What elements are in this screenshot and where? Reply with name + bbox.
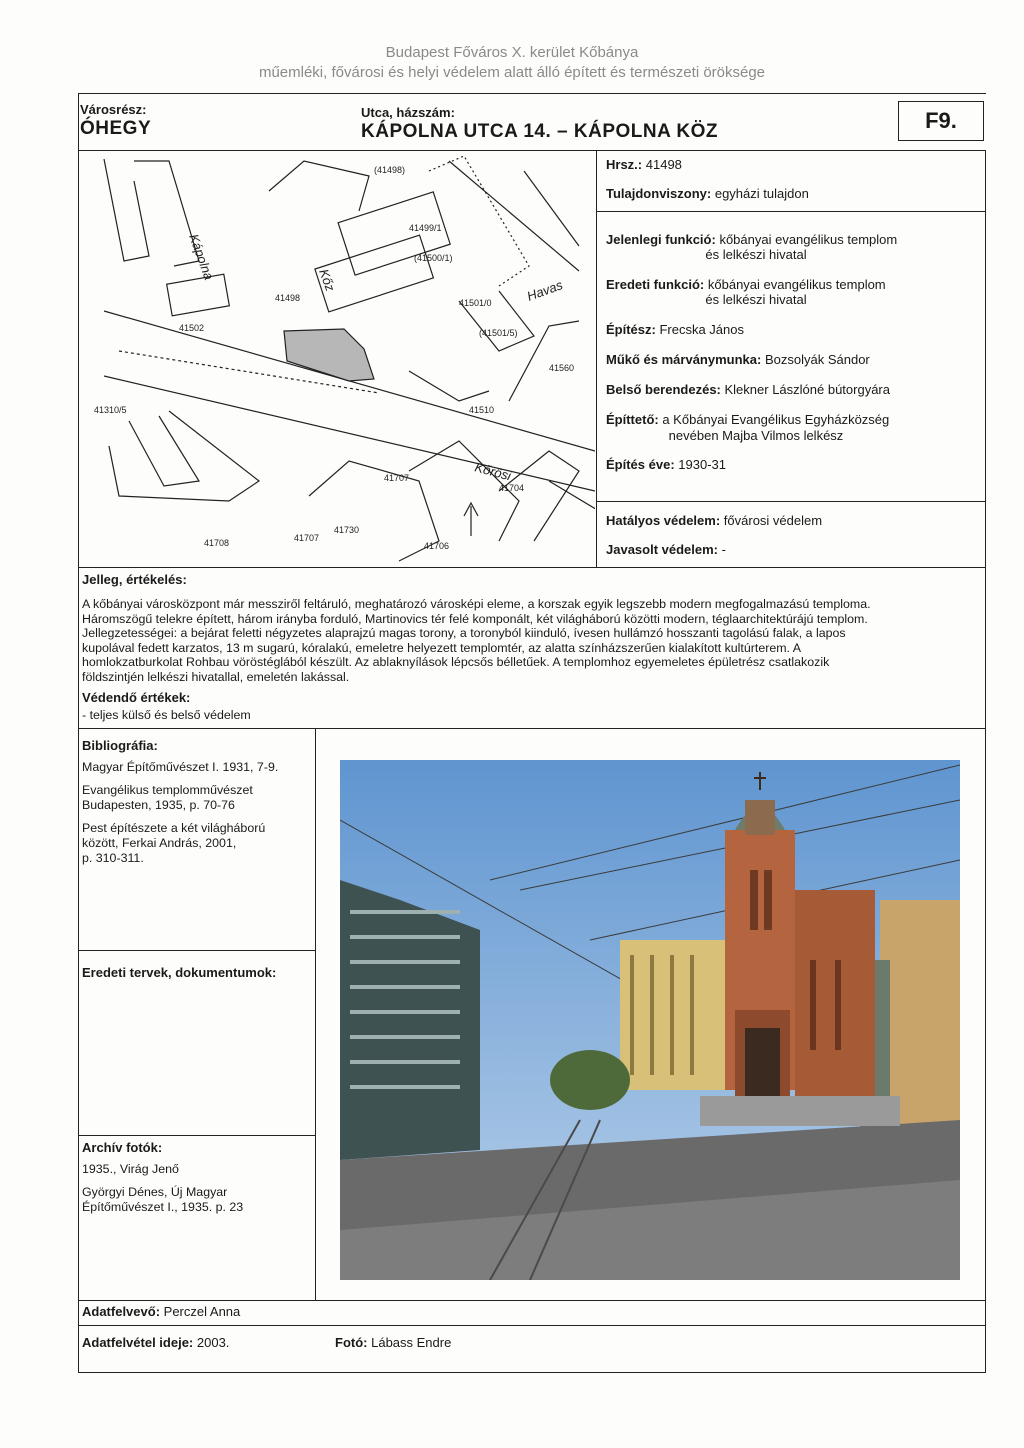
bibliography-item-line: Budapesten, 1935, p. 70-76: [82, 798, 235, 812]
church-photo-drawing: [340, 760, 960, 1280]
current-function-value-2: és lelkészi hivatal: [705, 247, 807, 262]
footer-divider-bottom: [78, 1372, 986, 1373]
original-plans-title: Eredeti tervek, dokumentumok:: [82, 965, 277, 980]
hrsz-field: [606, 157, 682, 172]
svg-text:41499/1: 41499/1: [409, 223, 442, 233]
recorder-value: Perczel Anna: [163, 1304, 241, 1319]
current-function-label: Jelenlegi funkció:: [606, 232, 716, 247]
recorder-label: Adatfelvevő:: [82, 1304, 161, 1319]
protection-label: Hatályos védelem:: [606, 513, 721, 528]
description-title: Jelleg, értékelés:: [82, 572, 187, 587]
archive-item: [82, 1162, 312, 1177]
bibliography-item-line: Evangélikus templomművészet: [82, 783, 253, 797]
map-street-label-korosi: Kőrösi: [473, 459, 513, 484]
original-function-value: kőbányai evangélikus templom: [707, 277, 886, 292]
header-subtitle: műemléki, fővárosi és helyi védelem alatt álló épített és természeti öröksége: [258, 64, 766, 81]
fields-divider-2: [596, 501, 986, 502]
description-line: Jellegzetességei: a bejárat feletti négyzetes alaprajzú magas torony, a toronyból kiinduló, ívesen hullámzó hosszanti tagolású falak, a lapos: [82, 626, 846, 640]
year-field: [606, 457, 726, 472]
description-line: Háromszögű telekre épített, három irányba forduló, Martinovics tér felé komponált, két világháború közötti modern, téglaarchitektúrájú templom.: [82, 611, 868, 626]
builder-value-2: nevében Majba Vilmos lelkész: [668, 428, 844, 443]
builder-value: a Kőbányai Evangélikus Egyházközség: [662, 412, 890, 427]
bibliography-item-line: Pest építészete a két világháború: [82, 821, 266, 835]
svg-text:(41498): (41498): [374, 165, 406, 175]
column-divider: [596, 150, 597, 568]
left-frame-line: [78, 93, 79, 1373]
original-function-label: Eredeti funkció:: [606, 277, 705, 292]
fields-right-border: [985, 150, 986, 568]
proposed-value: -: [721, 542, 726, 557]
fields-divider-1: [596, 211, 986, 212]
svg-text:(41501/5): (41501/5): [479, 328, 518, 338]
svg-text:41498: 41498: [275, 293, 301, 303]
bibliography-list: [82, 760, 312, 866]
interior-value: Klekner Lászlóné bútorgyára: [724, 382, 890, 397]
architect-field: [606, 322, 744, 337]
current-function-field: [606, 232, 897, 247]
district-value: ÓHEGY: [80, 118, 152, 139]
site-map: [79, 151, 595, 566]
description-line: homlokzatburkolat Rohbau vöröstéglából készült. Az ablaknyílások lépcsős bélletűek. A templomhoz egyemeletes épületrész csatlakozik: [82, 655, 830, 669]
archive-item-line: Györgyi Dénes, Új Magyar: [82, 1185, 228, 1199]
cadastral-map-drawing: [79, 151, 595, 566]
bibliography-title: Bibliográfia:: [82, 738, 158, 753]
sheet-code: F9.: [898, 101, 984, 141]
recorder-field: [82, 1304, 240, 1319]
archive-title: Archív fotók:: [82, 1140, 163, 1155]
bibliography-item-line: p. 310-311.: [82, 851, 144, 865]
interior-label: Belső berendezés:: [606, 382, 721, 397]
bibliography-divider: [78, 950, 315, 951]
map-street-label-havas: Havas: [524, 277, 565, 304]
date-field: [82, 1335, 229, 1350]
footer-divider-middle: [78, 1325, 986, 1326]
id-row: [78, 93, 986, 151]
left-column-divider: [315, 728, 316, 1300]
ownership-label: Tulajdonviszony:: [606, 186, 712, 201]
svg-text:(41500/1): (41500/1): [414, 253, 453, 263]
current-function-value: kőbányai evangélikus templom: [719, 232, 898, 247]
ownership-field: [606, 186, 809, 201]
bibliography-item-line: Magyar Építőművészet I. 1931, 7-9.: [82, 760, 279, 774]
date-label: Adatfelvétel ideje:: [82, 1335, 194, 1350]
church-photo: [340, 760, 960, 1280]
archive-item-line: 1935., Virág Jenő: [82, 1162, 179, 1176]
date-value: 2003.: [196, 1335, 230, 1350]
proposed-label: Javasolt védelem:: [606, 542, 719, 557]
archive-item: [82, 1185, 312, 1215]
street-value: KÁPOLNA UTCA 14. – KÁPOLNA KÖZ: [361, 121, 719, 142]
year-label: Építés éve:: [606, 457, 675, 472]
description-line: földszintjén lelkészi hivatallal, emeletén lakással.: [82, 669, 350, 684]
header-title: Budapest Főváros X. kerület Kőbánya: [385, 44, 639, 61]
original-function-value-2: és lelkészi hivatal: [705, 292, 807, 307]
svg-text:41502: 41502: [179, 323, 205, 333]
builder-label: Építtető:: [606, 412, 659, 427]
section-divider: [78, 567, 986, 568]
architect-value: Frecska János: [659, 322, 745, 337]
photo-credit-field: [335, 1335, 451, 1350]
stonework-field: [606, 352, 870, 367]
description-line: A kőbányai városközpont már messziről feltáruló, meghatározó városképi eleme, a korszak egyik legszebb modern megfogalmazású temploma.: [82, 597, 871, 611]
builder-field: [606, 412, 889, 427]
bibliography-item: [82, 821, 312, 866]
description-divider: [78, 728, 986, 729]
right-frame-line: [985, 568, 986, 1373]
protection-value: fővárosi védelem: [723, 513, 823, 528]
description-line: kupolával fedett karzatos, 13 m sugarú, kóralakú, emeletre helyezett templomtér, az alatta színházszerűen kialakított kultúrterem. A: [82, 640, 802, 655]
svg-text:41706: 41706: [424, 541, 450, 551]
svg-text:41707: 41707: [384, 473, 410, 483]
protection-field: [606, 513, 822, 528]
protected-values-text: - teljes külső és belső védelem: [82, 708, 251, 722]
svg-text:41501/0: 41501/0: [459, 298, 492, 308]
hrsz-label: Hrsz.:: [606, 157, 643, 172]
hrsz-value: 41498: [645, 157, 682, 172]
protected-values-title: Védendő értékek:: [82, 690, 191, 705]
footer-divider-top: [78, 1300, 986, 1301]
proposed-field: [606, 542, 726, 557]
svg-text:41707: 41707: [294, 533, 320, 543]
archive-item-line: Építőművészet I., 1935. p. 23: [82, 1200, 244, 1214]
ownership-value: egyházi tulajdon: [714, 186, 809, 201]
street-label: Utca, házszám:: [361, 105, 455, 120]
bibliography-item-line: között, Ferkai András, 2001,: [82, 836, 237, 850]
map-street-label-kapolna: Kápolna: [186, 231, 217, 282]
photo-credit-value: Lábass Endre: [371, 1335, 452, 1350]
interior-field: [606, 382, 890, 397]
stonework-label: Műkő és márványmunka:: [606, 352, 762, 367]
map-street-label-koz: Kőz: [316, 266, 338, 294]
bibliography-item: [82, 760, 312, 775]
svg-text:41310/5: 41310/5: [94, 405, 127, 415]
photo-credit-label: Fotó:: [335, 1335, 368, 1350]
year-value: 1930-31: [678, 457, 726, 472]
archive-list: [82, 1162, 312, 1215]
bibliography-item: [82, 783, 312, 813]
svg-text:41560: 41560: [549, 363, 575, 373]
stonework-value: Bozsolyák Sándor: [764, 352, 870, 367]
architect-label: Építész:: [606, 322, 656, 337]
svg-text:41708: 41708: [204, 538, 230, 548]
svg-text:41510: 41510: [469, 405, 495, 415]
district-label: Városrész:: [80, 102, 147, 117]
original-function-field: [606, 277, 886, 292]
description-text: [82, 597, 984, 684]
plans-divider: [78, 1135, 315, 1136]
svg-text:41704: 41704: [499, 483, 525, 493]
svg-text:41730: 41730: [334, 525, 360, 535]
